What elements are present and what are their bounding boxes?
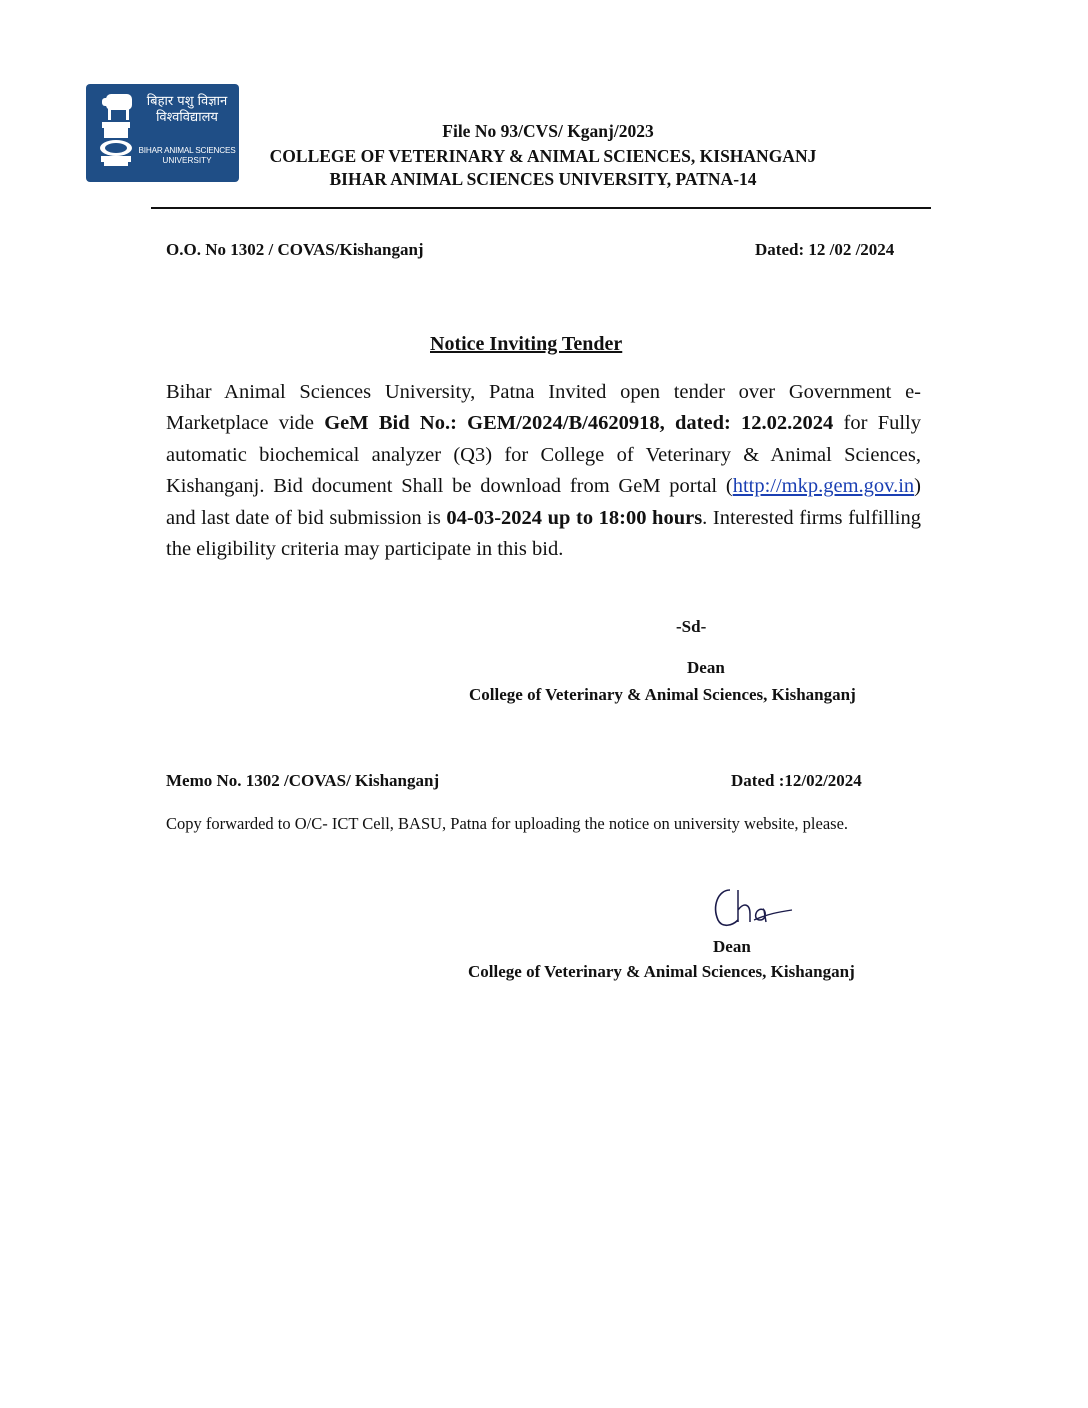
order-date: Dated: 12 /02 /2024 (755, 240, 895, 259)
memo-number: Memo No. 1302 /COVAS/ Kishanganj (166, 771, 440, 790)
bull-emblem-icon (92, 88, 136, 178)
bid-number: GeM Bid No.: GEM/2024/B/4620918, dated: 12.02.2024 (324, 412, 834, 435)
signatory-office-1: College of Veterinary & Animal Sciences, Kishanganj (469, 685, 856, 704)
copy-forwarded-text: Copy forwarded to O/C- ICT Cell, BASU, Patna for uploading the notice on university website, please. (166, 814, 849, 833)
logo-english-line-1: BIHAR ANIMAL SCIENCES (138, 146, 236, 155)
signatory-designation-1: Dean (687, 658, 725, 677)
handwritten-signature (708, 884, 798, 932)
header-divider (151, 207, 931, 209)
bid-deadline: 04-03-2024 up to 18:00 hours (446, 506, 703, 529)
notice-title: Notice Inviting Tender (430, 333, 623, 355)
notice-text-1: Bihar Animal Sciences University, Patna Invited open tender over Government e-Marketplace vide (166, 381, 921, 435)
notice-text-4: . Interested firms fulfilling the eligibility criteria may participate in this bid. (166, 506, 921, 561)
logo-english-line-2: UNIVERSITY (162, 156, 212, 165)
signatory-designation-2: Dean (713, 937, 751, 956)
logo-hindi-line-1: बिहार पशु विज्ञान (146, 94, 228, 109)
signed-mark: -Sd- (676, 617, 707, 636)
notice-text-3: ) and last date of bid submission is (166, 475, 921, 529)
notice-text-2: for Fully automatic biochemical analyzer (Q3) for College of Veterinary & Animal Sciences, Kishanganj. Bid document Shall be download from GeM portal ( (166, 412, 922, 498)
gem-portal-link[interactable]: http://mkp.gem.gov.in (732, 475, 915, 498)
file-number: File No 93/CVS/ Kganj/2023 (442, 121, 654, 141)
college-name: COLLEGE OF VETERINARY & ANIMAL SCIENCES, KISHANGANJ (269, 146, 817, 166)
notice-body (166, 377, 921, 565)
logo-hindi-line-2: विश्वविद्यालय (156, 110, 218, 125)
university-name: BIHAR ANIMAL SCIENCES UNIVERSITY, PATNA-14 (329, 169, 757, 189)
memo-date: Dated :12/02/2024 (731, 771, 862, 790)
signatory-office-2: College of Veterinary & Animal Sciences, Kishanganj (468, 962, 855, 981)
university-logo (86, 84, 239, 182)
order-number: O.O. No 1302 / COVAS/Kishanganj (166, 240, 424, 259)
